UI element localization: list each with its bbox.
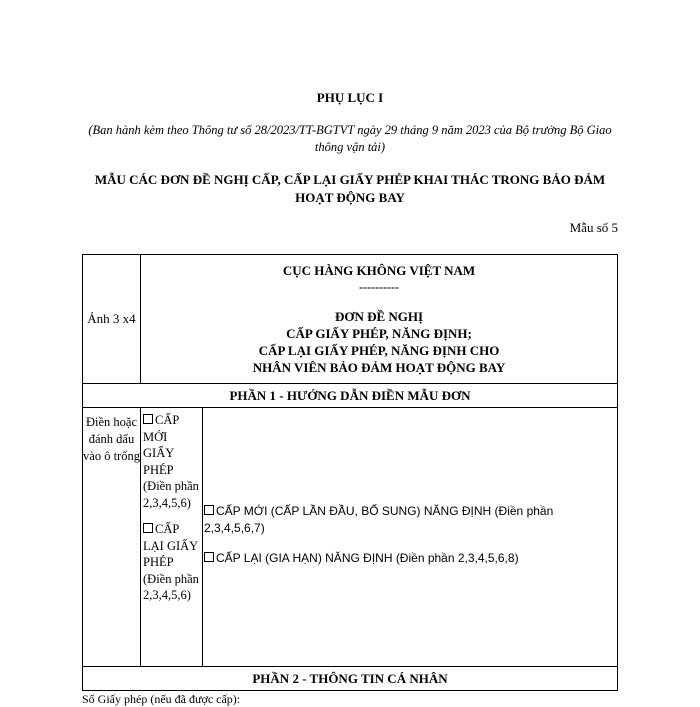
request-title-line2: CẤP GIẤY PHÉP, NĂNG ĐỊNH; — [286, 326, 472, 341]
rating-renew-option[interactable] — [203, 550, 617, 567]
rating-options-cell — [203, 408, 618, 667]
agency-divider: ---------- — [359, 280, 399, 294]
application-form-table — [82, 254, 618, 691]
request-title-line4: NHÂN VIÊN BẢO ĐẢM HOẠT ĐỘNG BAY — [252, 360, 506, 375]
issuance-note: (Ban hành kèm theo Thông tư số 28/2023/TT-BGTVT ngày 29 tháng 9 năm 2023 của Bộ trưởng Bộ Giao thông vận tải) — [88, 123, 612, 154]
license-new-label: CẤP MỚI GIẤY PHÉP (Điền phần 2,3,4,5,6) — [143, 413, 199, 510]
instruction-cell: Điền hoặc đánh dấu vào ô trống — [83, 408, 141, 667]
checkbox-icon[interactable] — [143, 523, 153, 533]
checkbox-icon[interactable] — [204, 552, 214, 562]
part2-title: PHẦN 2 - THÔNG TIN CÁ NHÂN — [83, 667, 618, 691]
appendix-title: PHỤ LỤC I — [316, 90, 384, 105]
rating-new-option[interactable] — [203, 503, 617, 537]
part1-title: PHẦN 1 - HƯỚNG DẪN ĐIỀN MẪU ĐƠN — [83, 384, 618, 408]
document-heading: MẪU CÁC ĐƠN ĐỀ NGHỊ CẤP, CẤP LẠI GIẤY PHÉP KHAI THÁC TRONG BẢO ĐẢM HOẠT ĐỘNG BAY — [94, 172, 606, 205]
form-number: Mẫu số 5 — [569, 220, 618, 235]
rating-renew-label: CẤP LẠI (GIA HẠN) NĂNG ĐỊNH (Điền phần 2,3,4,5,6,8) — [216, 551, 519, 565]
license-renew-option[interactable] — [143, 521, 200, 604]
checkbox-icon[interactable] — [143, 414, 153, 424]
rating-new-label: CẤP MỚI (CẤP LẦN ĐẦU, BỔ SUNG) NĂNG ĐỊNH (Điền phần 2,3,4,5,6,7) — [204, 504, 554, 535]
license-number-label: Số Giấy phép (nếu đã được cấp): — [82, 692, 241, 706]
agency-name: CỤC HÀNG KHÔNG VIỆT NAM — [282, 263, 476, 278]
request-title-line3: CẤP LẠI GIẤY PHÉP, NĂNG ĐỊNH CHO — [258, 343, 500, 358]
license-options-cell — [141, 408, 203, 667]
request-title-line1: ĐƠN ĐỀ NGHỊ — [334, 309, 424, 324]
photo-box: Ảnh 3 x4 — [83, 255, 141, 384]
license-renew-label: CẤP LẠI GIẤY PHÉP (Điền phần 2,3,4,5,6) — [143, 522, 199, 602]
license-new-option[interactable] — [143, 412, 200, 511]
form-header — [141, 255, 618, 384]
checkbox-icon[interactable] — [204, 505, 214, 515]
